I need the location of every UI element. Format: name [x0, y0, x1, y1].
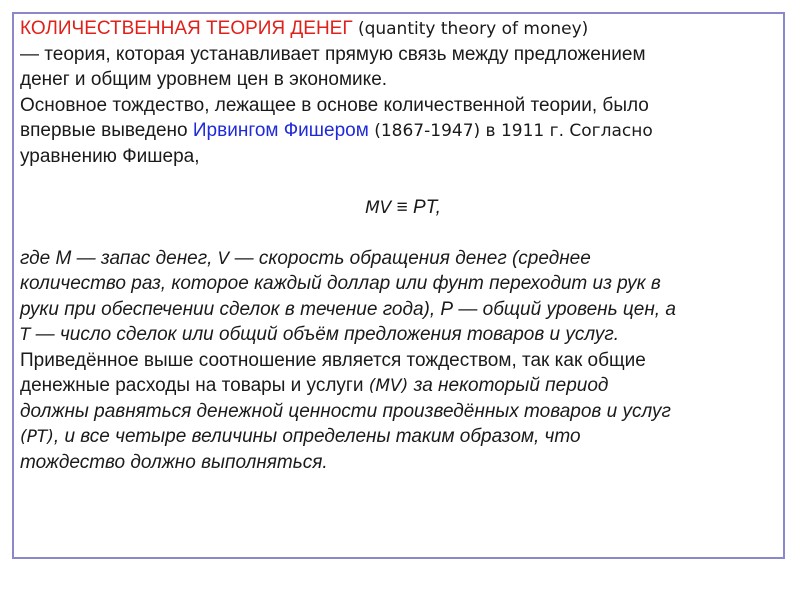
- basis-line-3: уравнению Фишера,: [20, 145, 200, 167]
- conclusion-line-1: Приведённое выше соотношение является тождеством, так как общие: [20, 349, 646, 371]
- where-v: V: [217, 248, 230, 269]
- definition-line-2: денег и общим уровнем цен в экономике.: [20, 69, 388, 90]
- equation-mv: MV: [365, 197, 392, 218]
- conclusion-text-a: денежные расходы на товары и услуги: [20, 375, 369, 396]
- fisher-years: (1867-1947) в 1911 г. Согласно: [368, 121, 653, 141]
- title-line: [20, 16, 780, 42]
- conclusion-pt: (PT): [20, 427, 54, 447]
- term-title: КОЛИЧЕСТВЕННАЯ ТЕОРИЯ ДЕНЕГ: [20, 18, 353, 39]
- where-text-c: — число сделок или общий объём предложения товаров и услуг.: [30, 324, 620, 345]
- where-line-4: [20, 322, 780, 348]
- where-line-3: руки при обеспечении сделок в течение года), Р — общий уровень цен, а: [20, 298, 676, 320]
- basis-line-1: Основное тождество, лежащее в основе количественной теории, было: [20, 94, 649, 116]
- conclusion-text-b: за некоторый период: [408, 375, 609, 396]
- where-text-b: — скорость обращения денег (среднее: [229, 247, 591, 269]
- slide-text: [20, 16, 780, 475]
- spacer: [20, 169, 780, 195]
- where-t: T: [20, 325, 31, 345]
- equation-pt: ≡ PT,: [391, 196, 441, 218]
- conclusion-line-2: [20, 373, 780, 399]
- basis-line-2: [20, 118, 780, 144]
- definition-line-1: — теория, которая устанавливает прямую связь между предложением: [20, 43, 646, 65]
- where-line-2: количество раз, которое каждый доллар или фунт переходит из рук в: [20, 273, 661, 294]
- conclusion-mv: (MV): [368, 376, 409, 396]
- term-english: (quantity theory of money): [357, 19, 589, 39]
- conclusion-line-3: должны равняться денежной ценности произведённых товаров и услуг: [20, 400, 671, 422]
- conclusion-line-4: [20, 424, 780, 450]
- where-text-a: где M — запас денег,: [20, 247, 218, 269]
- basis-text: впервые выведено: [20, 120, 193, 141]
- conclusion-text-c: , и все четыре величины определены таким образом, что: [53, 426, 581, 447]
- fisher-name: Ирвингом Фишером: [192, 120, 369, 141]
- spacer: [20, 220, 780, 246]
- where-line-1: [20, 246, 780, 272]
- fisher-equation: [20, 195, 780, 221]
- conclusion-line-5: тождество должно выполняться.: [20, 451, 328, 473]
